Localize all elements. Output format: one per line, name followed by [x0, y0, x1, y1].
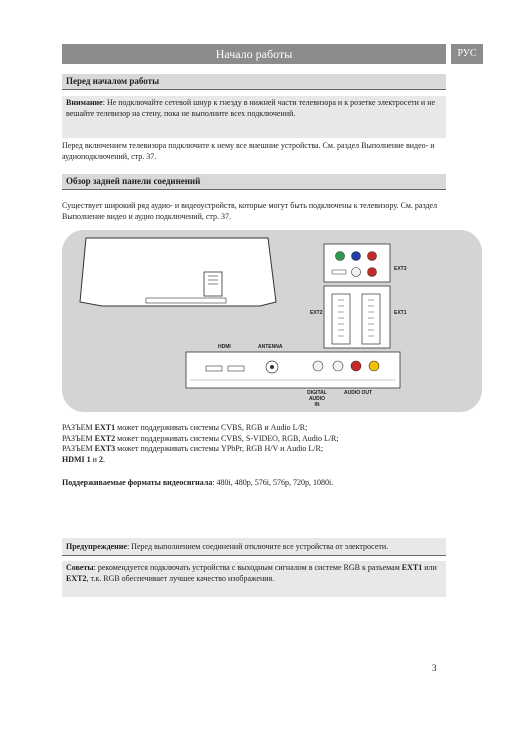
caution-text: : Перед выполнением соединений отключите все устройства от электросети.: [126, 542, 389, 551]
hdmi-label: HDMI: [218, 344, 231, 350]
tips-box: Советы: рекомендуется подключать устройства с выходным сигналом в системе RGB к разъемам EXT1 или EXT2, т.к. RGB обеспечивает лучшее качество изображения.: [62, 561, 446, 597]
warning-text: : Не подключайте сетевой шнур к гнезду в нижней части телевизора и к розетке электросети и не вешайте телевизор на стену, пока не выполните всех подключений.: [66, 98, 436, 118]
caution-label: Предупреждение: [66, 542, 127, 551]
video-formats-paragraph: [62, 478, 446, 489]
section-heading-rear-panel: Обзор задней панели соединений: [62, 174, 446, 190]
warning-box: [62, 96, 446, 138]
ext3-label: EXT3: [394, 266, 407, 272]
digital-audio-in-label: DIGITAL AUDIO IN: [307, 390, 327, 408]
page-title: Начало работы: [215, 47, 293, 61]
caution-box: [62, 538, 446, 556]
hdmi-support-line: HDMI 1 и 2.: [62, 454, 105, 464]
audio-out-label: AUDIO OUT: [344, 390, 373, 396]
warning-label: Внимание: [66, 98, 103, 107]
tips-label: Советы: [66, 563, 94, 572]
ext3-support-line: РАЗЪЕМ EXT3 может поддерживать системы YPbPr, RGB H/V и Audio L/R;: [62, 444, 324, 453]
section-heading-before-start: Перед началом работы: [62, 74, 446, 90]
video-formats-label: Поддерживаемые форматы видеосигнала: [62, 478, 213, 487]
ext1-label: EXT1: [394, 310, 407, 316]
ext2-label: EXT2: [310, 310, 323, 316]
language-tab: [451, 44, 483, 64]
rear-panel-diagram: [62, 230, 482, 412]
rear-panel-illustration: [62, 230, 482, 412]
intro-paragraph-1: Перед включением телевизора подключите к нему все внешние устройства. См. раздел Выполнение видео- и аудиоподключений, стр. 37.: [62, 141, 435, 161]
ext1-support-line: РАЗЪЕМ EXT1 может поддерживать системы CVBS, RGB и Audio L/R;: [62, 423, 308, 432]
page-number: 3: [432, 663, 437, 673]
video-formats-text: : 480i, 480p, 576i, 576p, 720p, 1080i.: [212, 478, 334, 487]
language-label: РУС: [457, 48, 477, 59]
page-title-bar: [62, 44, 446, 64]
ext2-support-line: РАЗЪЕМ EXT2 может поддерживать системы CVBS, S-VIDEO, RGB, Audio L/R;: [62, 433, 339, 443]
intro-paragraph-2: Существует широкий ряд аудио- и видеоустройств, которые могут быть подключены к телевизору. См. раздел Выполнение видео и аудио подключений, стр. 37.: [62, 201, 438, 221]
antenna-label: ANTENNA: [258, 344, 283, 350]
ext-support-list: [62, 423, 446, 465]
